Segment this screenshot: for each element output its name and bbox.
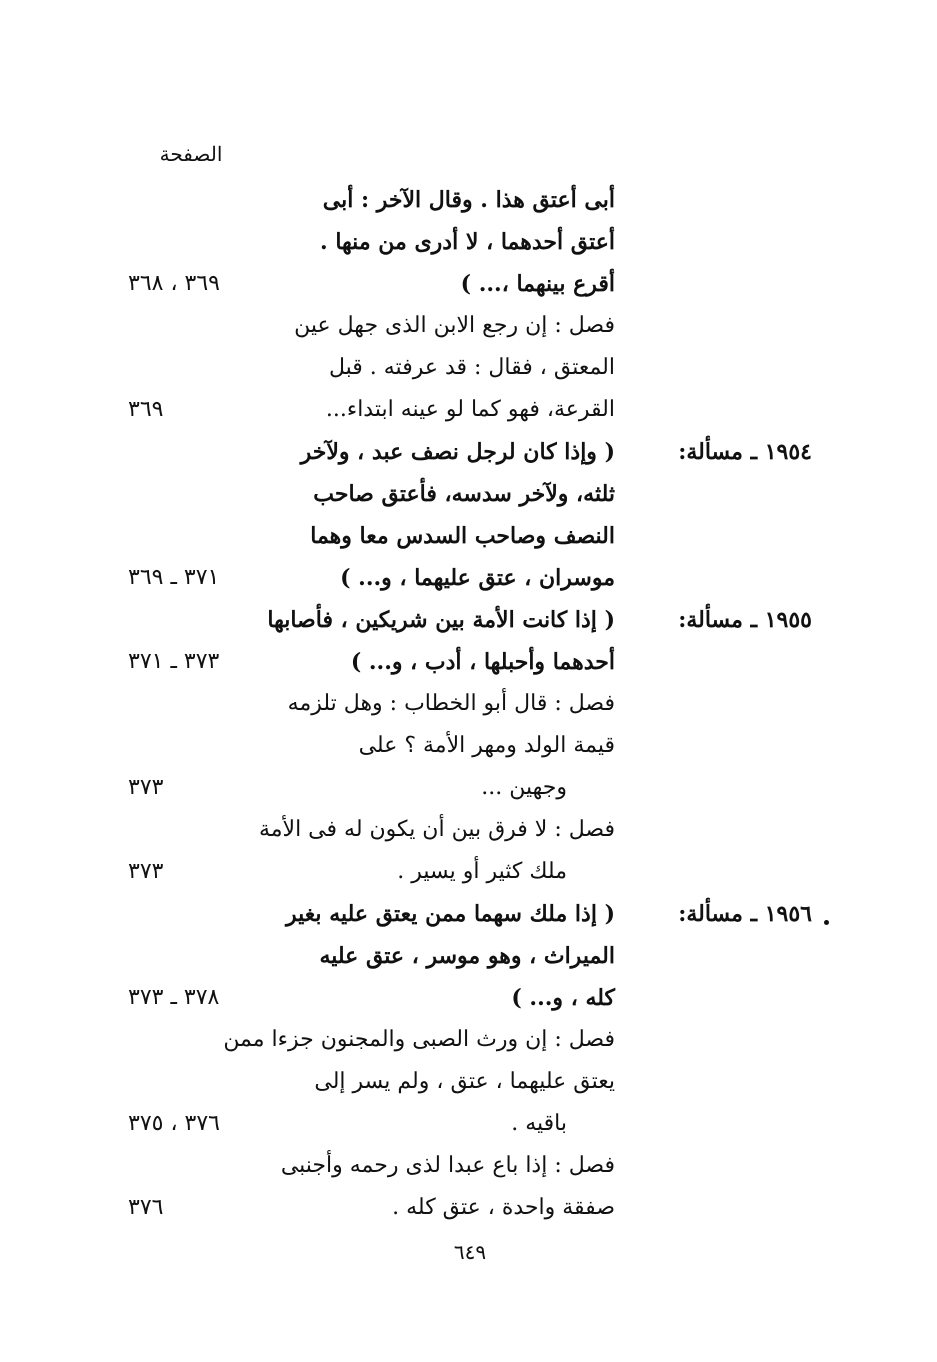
issue-number-label: ١٩٥٥ ـ مسألة: — [678, 607, 812, 633]
entry-text: ( إذا كانت الأمة بين شريكين ، فأصابها — [267, 607, 615, 633]
index-line — [0, 892, 937, 936]
index-line — [0, 514, 937, 558]
index-line — [0, 724, 937, 768]
page-number: ٦٤٩ — [453, 1240, 487, 1264]
entry-text: النصف وصاحب السدس معا وهما — [310, 523, 615, 549]
entry-text: كله ، و... ) — [511, 985, 615, 1011]
index-line — [0, 430, 937, 474]
index-line — [0, 556, 937, 600]
entry-text: الميراث ، وهو موسر ، عتق عليه — [319, 943, 615, 969]
entry-text: أبى أعتق هذا . وقال الآخر : أبى — [322, 187, 615, 213]
entry-text: فصل : إن رجع الابن الذى جهل عين — [294, 313, 615, 338]
index-line — [0, 220, 937, 264]
index-line — [0, 598, 937, 642]
entry-text: باقيه . — [511, 1111, 567, 1136]
entry-text: ( إذا ملك سهما ممن يعتق عليه بغير — [286, 901, 615, 927]
entry-text: قيمة الولد ومهر الأمة ؟ على — [358, 733, 615, 758]
index-line — [0, 346, 937, 390]
page-reference: ٣٧٣ ـ ٣٧١ — [128, 649, 220, 674]
entry-text: فصل : إذا باع عبدا لذى رحمه وأجنبى — [280, 1153, 615, 1178]
entry-text: أحدهما وأحبلها ، أدب ، و... ) — [350, 649, 615, 675]
index-line — [0, 640, 937, 684]
entry-text: موسران ، عتق عليهما ، و... ) — [340, 565, 615, 591]
entry-text: يعتق عليهما ، عتق ، ولم يسر إلى — [314, 1069, 615, 1094]
page-reference: ٣٦٩ — [128, 397, 164, 422]
margin-dot — [824, 920, 829, 925]
index-line — [0, 178, 937, 222]
entry-text: ثلثه، ولآخر سدسه، فأعتق صاحب — [313, 481, 615, 507]
entry-text: صفقة واحدة ، عتق كله . — [392, 1195, 615, 1220]
index-line — [0, 1102, 937, 1146]
entry-text: أعتق أحدهما ، لا أدرى من منها . — [320, 229, 615, 255]
page-column-header: الصفحة — [159, 142, 223, 166]
page-reference: ٣٦٩ ، ٣٦٨ — [128, 271, 220, 296]
page-reference: ٣٧٨ ـ ٣٧٣ — [128, 985, 220, 1010]
entry-text: فصل : قال أبو الخطاب : وهل تلزمه — [287, 691, 615, 716]
index-line — [0, 934, 937, 978]
entry-text: أقرع بينهما ،... ) — [460, 271, 615, 297]
index-line — [0, 682, 937, 726]
index-line — [0, 304, 937, 348]
index-line — [0, 766, 937, 810]
entry-text: ( وإذا كان لرجل نصف عبد ، ولآخر — [300, 439, 615, 465]
index-line — [0, 1060, 937, 1104]
page-reference: ٣٧٣ — [128, 859, 164, 884]
index-line — [0, 850, 937, 894]
index-line — [0, 808, 937, 852]
page-reference: ٣٧٦ ، ٣٧٥ — [128, 1111, 220, 1136]
page-reference: ٣٧١ ـ ٣٦٩ — [128, 565, 220, 590]
index-line — [0, 1144, 937, 1188]
page-reference: ٣٧٣ — [128, 775, 164, 800]
index-line — [0, 472, 937, 516]
entry-text: ملك كثير أو يسير . — [397, 859, 567, 884]
issue-number-label: ١٩٥٦ ـ مسألة: — [678, 901, 812, 927]
entry-text: فصل : لا فرق بين أن يكون له فى الأمة — [258, 817, 615, 842]
issue-number-label: ١٩٥٤ ـ مسألة: — [678, 439, 812, 465]
entry-text: وجهين ... — [481, 775, 567, 800]
page-reference: ٣٧٦ — [128, 1195, 164, 1220]
entry-text: المعتق ، فقال : قد عرفته . قبل — [328, 355, 615, 380]
index-line — [0, 1186, 937, 1230]
entry-text: فصل : إن ورث الصبى والمجنون جزءا ممن — [223, 1027, 615, 1052]
index-line — [0, 1018, 937, 1062]
index-line — [0, 976, 937, 1020]
entry-text: القرعة، فهو كما لو عينه ابتداء... — [325, 397, 615, 422]
index-line — [0, 262, 937, 306]
index-line — [0, 388, 937, 432]
